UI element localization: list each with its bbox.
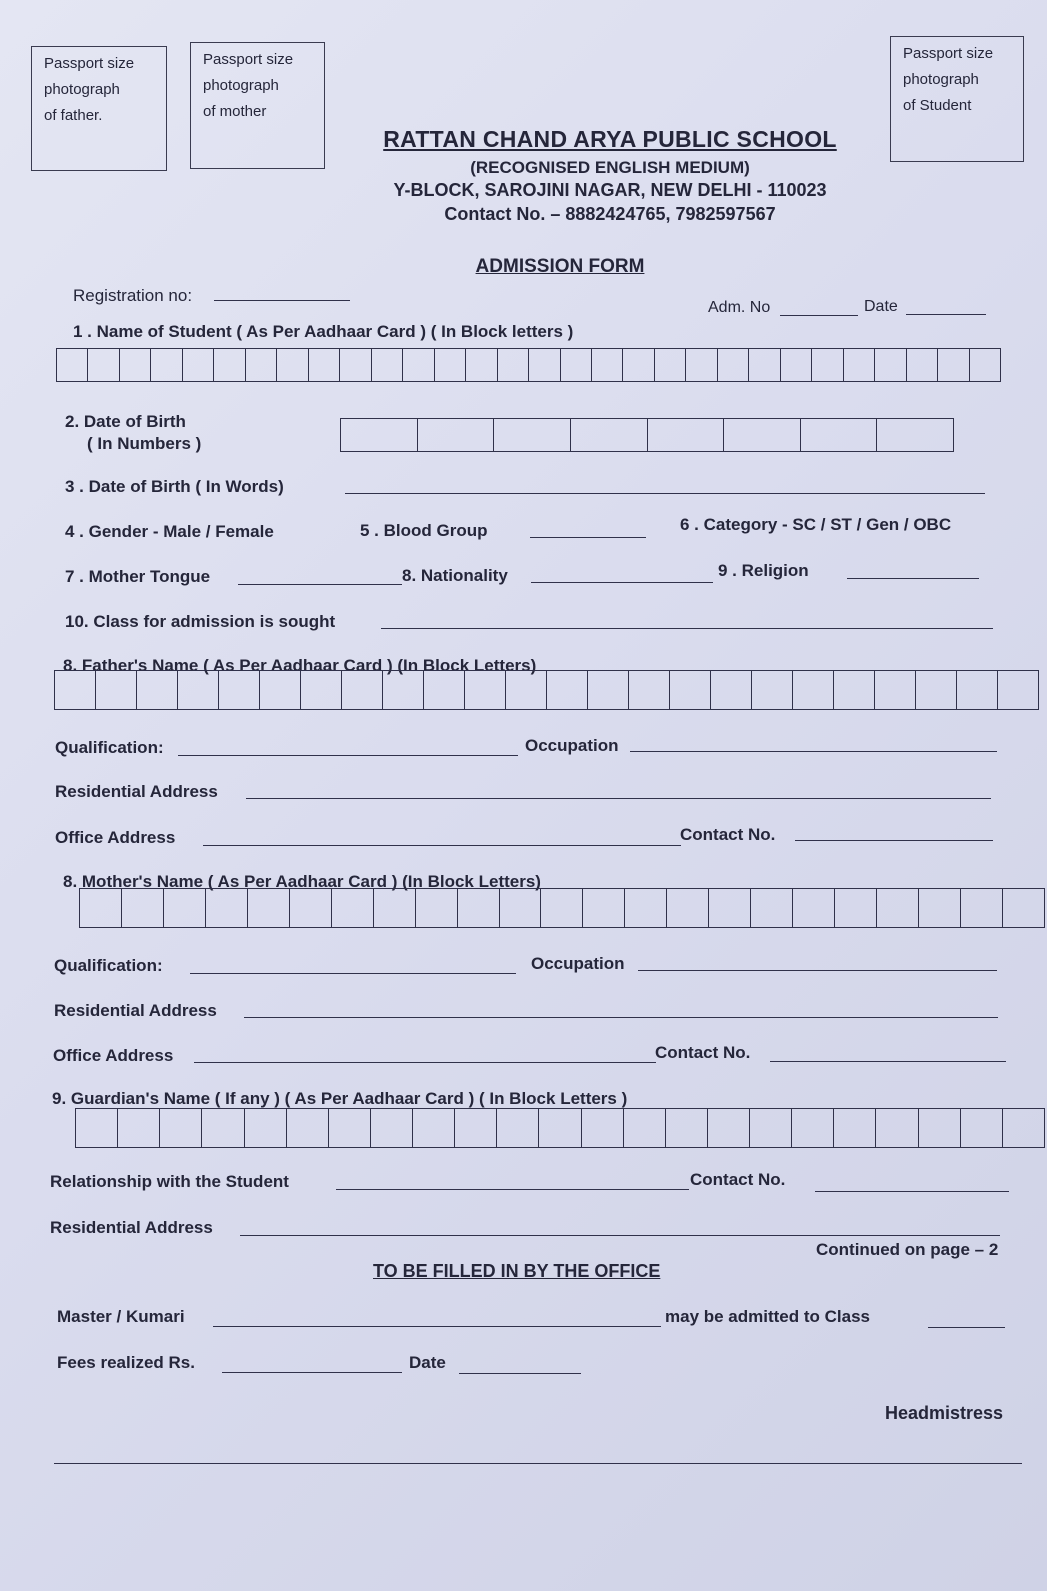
student-photo-line1: Passport size [903, 45, 994, 62]
mother-occupation-line[interactable] [638, 970, 997, 971]
form-title: ADMISSION FORM [475, 256, 645, 277]
school-recognition: (RECOGNISED ENGLISH MEDIUM) [470, 158, 750, 177]
guardian-contact-line[interactable] [815, 1191, 1009, 1192]
father-qualification-label: Qualification: [55, 738, 164, 757]
date-label: Date [864, 298, 898, 315]
nationality-line[interactable] [531, 582, 713, 583]
registration-label: Registration no: [73, 286, 193, 305]
fees-date-line[interactable] [459, 1373, 581, 1374]
mother-contact-label: Contact No. [655, 1043, 751, 1062]
student-photo-line3: of Student [903, 97, 972, 114]
guardian-relationship-label: Relationship with the Student [50, 1172, 289, 1191]
mother-tongue-line[interactable] [238, 584, 402, 585]
mother-contact-line[interactable] [770, 1061, 1006, 1062]
father-office-line[interactable] [203, 845, 681, 846]
guardian-name-boxes[interactable] [75, 1108, 1045, 1148]
mother-name-label: 8. Mother's Name ( As Per Aadhaar Card ) (In Block Letters) [63, 872, 541, 891]
father-contact-label: Contact No. [680, 825, 776, 844]
mother-photo-line2: photograph [203, 77, 279, 94]
category-label: 6 . Category - SC / ST / Gen / OBC [680, 515, 952, 534]
dob-label: 2. Date of Birth [65, 412, 186, 431]
mother-residential-label: Residential Address [54, 1001, 217, 1020]
master-kumari-line[interactable] [213, 1326, 661, 1327]
father-photo-line3: of father. [44, 107, 103, 124]
mother-qualification-label: Qualification: [54, 956, 163, 975]
student-name-label: 1 . Name of Student ( As Per Aadhaar Card ) ( In Block letters ) [73, 322, 574, 341]
mother-office-label: Office Address [53, 1046, 174, 1065]
father-photo-line1: Passport size [44, 55, 135, 72]
father-qualification-line[interactable] [178, 755, 518, 756]
mother-photo-box [190, 42, 325, 169]
adm-no-line[interactable] [780, 315, 858, 316]
class-sought-line[interactable] [381, 628, 993, 629]
mother-photo-line1: Passport size [203, 51, 294, 68]
dob-words-line[interactable] [345, 493, 985, 494]
admitted-class-label: may be admitted to Class [665, 1307, 871, 1326]
father-name-label: 8. Father's Name ( As Per Aadhaar Card ) (In Block Letters) [63, 656, 537, 675]
religion-line[interactable] [847, 578, 979, 579]
father-photo-line2: photograph [44, 81, 120, 98]
school-contact: Contact No. – 8882424765, 7982597567 [444, 204, 776, 224]
master-kumari-label: Master / Kumari [57, 1307, 185, 1326]
father-residential-line[interactable] [246, 798, 991, 799]
fees-label: Fees realized Rs. [57, 1353, 195, 1372]
nationality-label: 8. Nationality [402, 566, 508, 585]
guardian-name-label: 9. Guardian's Name ( If any ) ( As Per Aadhaar Card ) ( In Block Letters ) [52, 1089, 628, 1108]
father-office-label: Office Address [55, 828, 176, 847]
father-name-boxes[interactable] [54, 670, 1039, 710]
bottom-divider-line [54, 1463, 1022, 1464]
religion-label: 9 . Religion [718, 561, 809, 580]
mother-residential-line[interactable] [244, 1017, 998, 1018]
father-residential-label: Residential Address [55, 782, 218, 801]
guardian-relationship-line[interactable] [336, 1189, 689, 1190]
guardian-residential-label: Residential Address [50, 1218, 213, 1237]
class-sought-label: 10. Class for admission is sought [65, 612, 336, 631]
mother-name-boxes[interactable] [79, 888, 1045, 928]
admitted-class-line[interactable] [928, 1327, 1005, 1328]
father-occupation-line[interactable] [630, 751, 997, 752]
continued-note: Continued on page – 2 [816, 1240, 999, 1259]
fees-line[interactable] [222, 1372, 402, 1373]
blood-group-label: 5 . Blood Group [360, 521, 488, 540]
student-photo-line2: photograph [903, 71, 979, 88]
school-address: Y-BLOCK, SAROJINI NAGAR, NEW DELHI - 110023 [393, 180, 827, 200]
registration-line[interactable] [214, 300, 350, 301]
school-name: RATTAN CHAND ARYA PUBLIC SCHOOL [383, 126, 837, 152]
mother-qualification-line[interactable] [190, 973, 516, 974]
mother-tongue-label: 7 . Mother Tongue [65, 567, 211, 586]
father-occupation-label: Occupation [525, 736, 619, 755]
gender-label: 4 . Gender - Male / Female [65, 522, 274, 541]
student-name-boxes[interactable] [56, 348, 1001, 382]
father-photo-box [31, 46, 167, 171]
guardian-residential-line[interactable] [240, 1235, 1000, 1236]
dob-words-label: 3 . Date of Birth ( In Words) [65, 477, 284, 496]
office-section-title: TO BE FILLED IN BY THE OFFICE [373, 1261, 661, 1281]
guardian-contact-label: Contact No. [690, 1170, 786, 1189]
headmistress-label: Headmistress [885, 1403, 1004, 1423]
dob-boxes[interactable] [340, 418, 954, 452]
student-photo-box [890, 36, 1024, 162]
mother-photo-line3: of mother [203, 103, 267, 120]
fees-date-label: Date [409, 1353, 446, 1372]
dob-sub-label: ( In Numbers ) [87, 434, 202, 453]
mother-occupation-label: Occupation [531, 954, 625, 973]
mother-office-line[interactable] [194, 1062, 656, 1063]
date-line[interactable] [906, 314, 986, 315]
adm-no-label: Adm. No [708, 299, 771, 316]
blood-group-line[interactable] [530, 537, 646, 538]
father-contact-line[interactable] [795, 840, 993, 841]
